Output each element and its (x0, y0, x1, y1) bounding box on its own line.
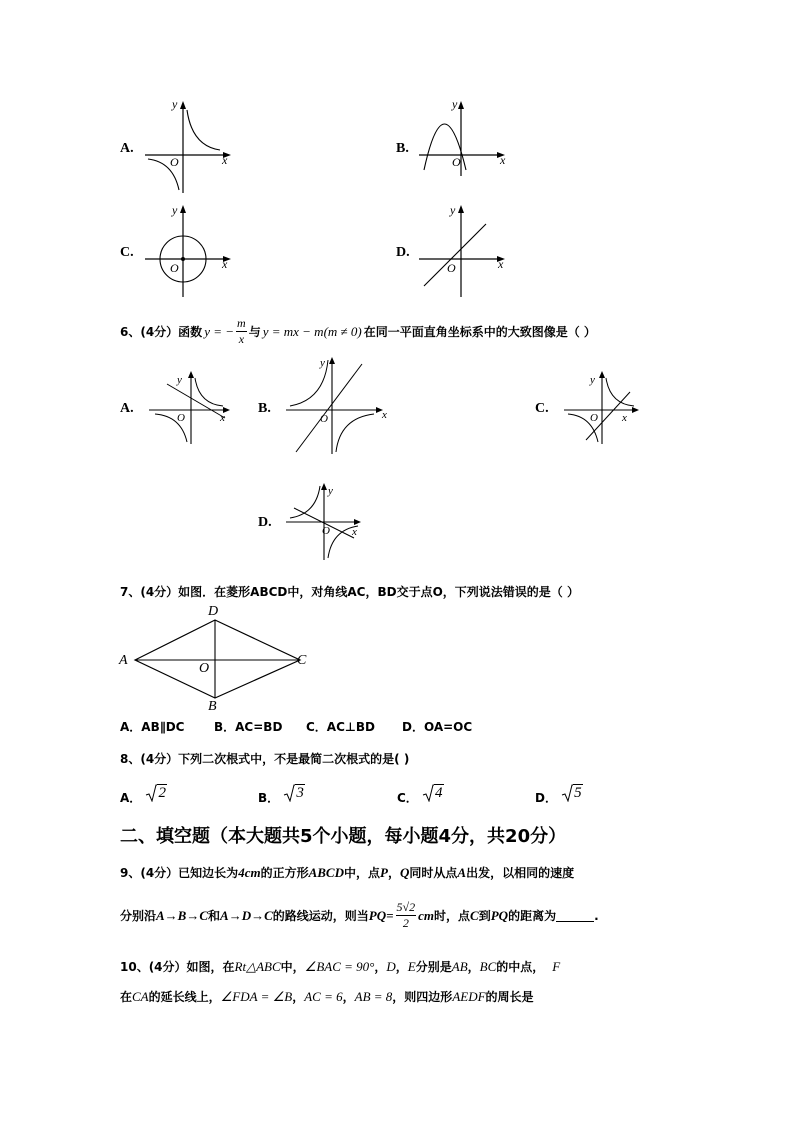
origin-label: O (170, 155, 179, 169)
q9-math: A→B→C (156, 907, 209, 923)
q10-text: ， (342, 990, 355, 1004)
q9-math: C (470, 907, 479, 923)
q9-math: ABCD (308, 865, 344, 880)
q9-text: 分别沿 (120, 909, 157, 923)
q10-text: ， (395, 960, 408, 974)
q8-option-b-label: B． (258, 791, 280, 805)
q5-graph-b (414, 98, 514, 178)
vertex-o-label: O (199, 661, 210, 676)
q6-option-b-label: B. (258, 401, 271, 416)
q10-math: AC = 6 (304, 989, 343, 1004)
q9-answer-blank[interactable] (556, 909, 594, 922)
y-axis-label: y (177, 374, 182, 386)
q10-math: E (407, 959, 416, 974)
q5-graph-a (140, 98, 240, 196)
q6-frac-den: x (238, 332, 245, 346)
q10-math: ∠BAC = 90° (304, 959, 375, 974)
q6-option-c-label: C. (535, 401, 549, 416)
q8-option-a-label: A． (120, 791, 142, 805)
y-axis-label: y (172, 98, 178, 111)
origin-label: O (177, 412, 185, 424)
vertex-b-label: B (208, 699, 217, 712)
q7-option-a: A．AB∥DC (120, 720, 185, 734)
q10-line-2 (120, 988, 534, 1005)
q8-stem: 8、(4分）下列二次根式中，不是最简二次根式的是( ) (120, 752, 410, 766)
q9-text: ， (387, 866, 400, 880)
q6-frac-num: m (237, 316, 246, 330)
q10-math: D (386, 959, 396, 974)
q9-math: 4cm (238, 865, 261, 880)
q10-text: 分别是 (415, 960, 452, 974)
q6-mid: 与 (248, 325, 261, 339)
q10-math: CA (132, 989, 149, 1004)
q6-graph-c (560, 366, 645, 446)
q9-frac-den: 2 (402, 916, 409, 930)
y-axis-label: y (320, 357, 325, 369)
x-axis-label: x (352, 526, 357, 538)
q6-suffix: 在同一平面直角坐标系中的大致图像是（ ） (363, 325, 596, 339)
y-axis-label: y (450, 203, 456, 217)
origin-label: O (322, 525, 330, 537)
q8-option-c-label: C． (397, 791, 418, 805)
q8-b-radicand: 3 (296, 785, 304, 801)
x-axis-label: x (622, 412, 627, 424)
q6-graph-d (282, 478, 367, 563)
q8-d-radicand: 5 (574, 785, 582, 801)
q8-option-c (397, 784, 444, 806)
origin-label: O (170, 261, 179, 275)
q9-text: . (594, 908, 599, 923)
q10-text: 的延长线上， (148, 990, 221, 1004)
q10-text: 的周长是 (485, 990, 534, 1004)
q6-line-eq: y = mx − m(m ≠ 0) (262, 323, 362, 339)
q5-graph-d (414, 202, 514, 300)
q9-math: Q (399, 865, 410, 880)
q9-math: A (457, 865, 467, 880)
q7-stem: 7、(4分）如图．在菱形ABCD中，对角线AC，BD交于点O，下列说法错误的是（ ） (120, 585, 579, 599)
y-axis-label: y (590, 374, 595, 386)
q7-rhombus-figure (115, 600, 320, 712)
q9-math: A→D→C (220, 907, 273, 923)
q10-text: 10、(4分）如图，在 (120, 960, 235, 974)
q9-text: 中，点 (344, 866, 381, 880)
q6-graph-b (282, 352, 392, 457)
q8-option-b (258, 784, 305, 806)
q10-math: AB (451, 959, 468, 974)
q7-option-c: C．AC⊥BD (306, 720, 375, 734)
q8-option-d (535, 784, 583, 806)
q8-option-d-label: D． (535, 791, 557, 805)
q9-frac-num: 5√2 (396, 900, 416, 914)
q9-text: 到 (478, 909, 491, 923)
q7-option-d: D．OA=OC (402, 720, 473, 734)
q10-math: F (552, 959, 561, 974)
q5-option-a-label: A. (120, 141, 134, 156)
q6-fraction (236, 316, 247, 347)
origin-label: O (590, 412, 598, 424)
q5-option-c-label: C. (120, 245, 134, 260)
y-axis-label: y (172, 203, 178, 217)
vertex-d-label: D (208, 604, 219, 619)
origin-label: O (452, 155, 461, 169)
q9-math: P (380, 865, 388, 880)
q10-text: ， (292, 990, 305, 1004)
q5-graph-c (140, 202, 240, 300)
y-axis-label: y (328, 485, 333, 497)
q10-text: ，则四边形 (392, 990, 453, 1004)
vertex-a-label: A (119, 653, 128, 668)
q6-stem (120, 316, 596, 347)
section-2-heading: 二、填空题（本大题共5个小题，每小题4分，共20分） (120, 826, 567, 847)
q9-text: 的距离为 (508, 909, 557, 923)
q9-math: PQ (490, 907, 509, 923)
x-axis-label: x (222, 257, 228, 271)
q5-option-b-label: B. (396, 141, 409, 156)
q10-text: ， (374, 960, 387, 974)
x-axis-label: x (382, 409, 387, 421)
vertex-c-label: C (297, 653, 307, 668)
q6-graph-a (145, 366, 235, 446)
q10-line-1 (120, 958, 560, 975)
q10-text: 的中点， (496, 960, 545, 974)
q6-option-a-label: A. (120, 401, 134, 416)
q7-options (120, 718, 472, 735)
q6-y-eq: y = − (204, 323, 235, 339)
x-axis-label: x (222, 153, 228, 167)
q9-text: 的路线运动，则当 (272, 909, 369, 923)
q9-line-2 (120, 900, 599, 931)
origin-label: O (447, 261, 456, 275)
q10-text: 在 (120, 990, 133, 1004)
q6-prefix: 6、(4分）函数 (120, 325, 203, 339)
x-axis-label: x (500, 153, 506, 167)
origin-label: O (320, 413, 328, 425)
q8-option-a (120, 784, 167, 806)
q9-math: PQ= (368, 907, 394, 923)
q9-text: 和 (208, 909, 221, 923)
q9-fraction (396, 900, 417, 931)
q10-math: Rt△ABC (234, 959, 281, 974)
q10-text: ， (467, 960, 480, 974)
y-axis-label: y (452, 98, 458, 111)
q5-option-d-label: D. (396, 245, 410, 260)
q10-math: BC (479, 959, 497, 974)
q9-text: 9、(4分）已知边长为 (120, 866, 239, 880)
q9-line-1 (120, 864, 574, 881)
q8-a-radicand: 2 (158, 785, 166, 801)
q10-text: 中， (280, 960, 305, 974)
x-axis-label: x (498, 257, 504, 271)
q10-math: AEDF (452, 989, 486, 1004)
q6-option-d-label: D. (258, 515, 272, 530)
q8-c-radicand: 4 (435, 785, 443, 801)
x-axis-label: x (220, 412, 225, 424)
q9-text: 的正方形 (260, 866, 309, 880)
q9-math: cm (418, 907, 435, 923)
q10-math: ∠FDA = ∠B (220, 989, 293, 1004)
q7-option-b: B．AC=BD (214, 720, 283, 734)
q9-text: 同时从点 (409, 866, 458, 880)
q10-math: AB = 8 (354, 989, 393, 1004)
q9-text: 出发，以相同的速度 (466, 866, 575, 880)
q9-text: 时，点 (434, 909, 471, 923)
